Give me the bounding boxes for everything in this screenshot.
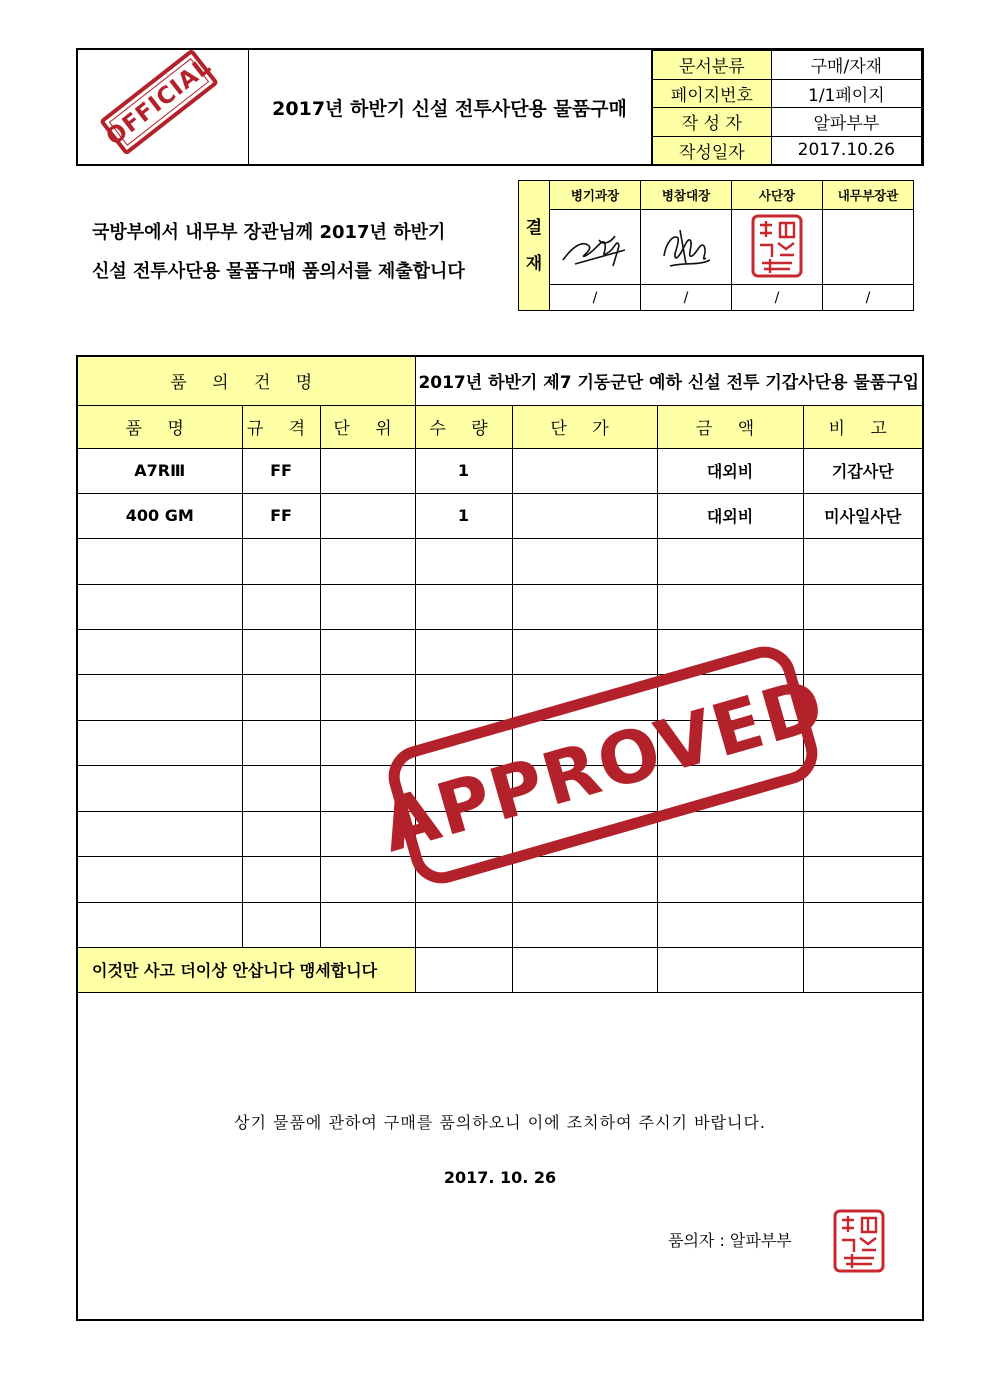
meta-key: 문서분류: [653, 51, 772, 80]
meta-key: 작성일자: [653, 136, 772, 165]
requester: 품의자 : 알파부부: [668, 1231, 792, 1250]
column-header-price: 단 가: [512, 405, 657, 448]
approval-role: 병참대장: [641, 181, 732, 210]
approval-date: /: [732, 285, 823, 311]
item-spec: FF: [242, 493, 320, 538]
approved-stamp: [368, 640, 838, 890]
closing-sentence: 상기 물품에 관하여 구매를 품의하오니 이에 조치하여 주시기 바랍니다.: [234, 1113, 766, 1132]
column-header-spec: 규 격: [242, 405, 320, 448]
meta-row: [653, 51, 922, 80]
pledge-row: [78, 947, 922, 992]
column-header-unit: 단 위: [320, 405, 415, 448]
intro-line-1: 국방부에서 내무부 장관님께 2017년 하반기: [92, 222, 446, 243]
approval-date: /: [823, 285, 914, 311]
signature-cell-empty: [823, 210, 914, 285]
meta-row: [653, 79, 922, 108]
meta-value: 알파부부: [771, 108, 921, 137]
item-unit: [320, 448, 415, 493]
item-price: [512, 448, 657, 493]
column-header-qty: 수 량: [415, 405, 512, 448]
table-row: [78, 493, 922, 538]
approval-date: /: [641, 285, 732, 311]
meta-row: [653, 108, 922, 137]
subject-label: 품 의 건 명: [78, 357, 415, 405]
item-unit: [320, 493, 415, 538]
meta-value: 2017.10.26: [771, 136, 921, 165]
empty-row: [78, 538, 922, 584]
document-meta-table: [652, 50, 922, 165]
approval-side-label: [519, 181, 550, 311]
signature-cell: [641, 210, 732, 285]
approval-role: 내무부장관: [823, 181, 914, 210]
meta-row: [653, 136, 922, 165]
empty-row: [78, 584, 922, 629]
item-price: [512, 493, 657, 538]
item-note: 기갑사단: [803, 448, 922, 493]
pledge-text: 이것만 사고 더이상 안삽니다 맹세합니다: [78, 947, 415, 992]
item-qty: 1: [415, 448, 512, 493]
approval-date: /: [550, 285, 641, 311]
item-name: A7RⅢ: [78, 448, 242, 493]
requester-seal-icon: [832, 1208, 886, 1274]
item-name: 400 GM: [78, 493, 242, 538]
signature-cell: [550, 210, 641, 285]
meta-value: 1/1페이지: [771, 79, 921, 108]
meta-key: 페이지번호: [653, 79, 772, 108]
approval-table: [518, 180, 914, 311]
empty-row: [78, 902, 922, 947]
official-stamp: OFFICIAL: [99, 48, 219, 155]
column-header-amount: 금 액: [657, 405, 803, 448]
document-header: [76, 48, 924, 166]
approval-role: 사단장: [732, 181, 823, 210]
meta-value: 구매/자재: [771, 51, 921, 80]
seal-icon: [750, 213, 804, 279]
logo-cell: [78, 50, 249, 164]
signature-cell: [732, 210, 823, 285]
item-amount: 대외비: [657, 493, 803, 538]
meta-key: 작 성 자: [653, 108, 772, 137]
approval-role: 병기과장: [550, 181, 641, 210]
table-row: [78, 448, 922, 493]
item-spec: FF: [242, 448, 320, 493]
item-qty: 1: [415, 493, 512, 538]
column-header-note: 비 고: [803, 405, 922, 448]
intro-line-2: 신설 전투사단용 물품구매 품의서를 제출합니다: [92, 261, 465, 282]
item-amount: 대외비: [657, 448, 803, 493]
column-header-name: 품 명: [78, 405, 242, 448]
signature-2: [646, 216, 726, 276]
closing-date: 2017. 10. 26: [443, 1168, 557, 1187]
subject-value: 2017년 하반기 제7 기동군단 예하 신설 전투 기갑사단용 물품구입: [415, 357, 922, 405]
signature-1: [555, 216, 635, 276]
document-title: 2017년 하반기 신설 전투사단용 물품구매: [248, 50, 652, 164]
item-note: 미사일사단: [803, 493, 922, 538]
approved-text: APPROVED: [371, 661, 835, 869]
approval-side-1: 결: [525, 217, 543, 238]
approval-side-2: 재: [525, 253, 543, 274]
